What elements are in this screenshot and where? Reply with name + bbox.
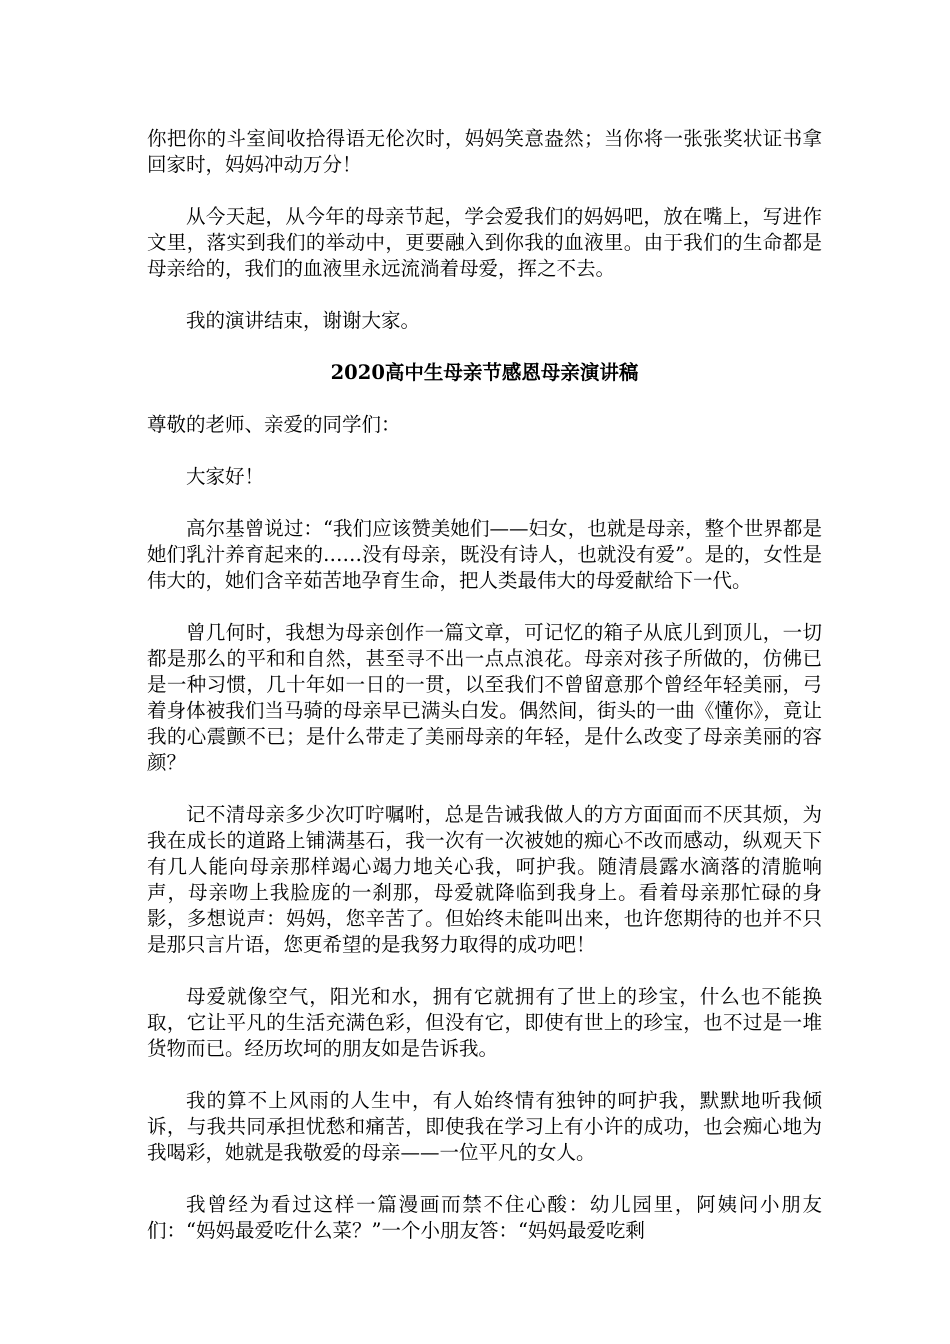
body-paragraph-2: 曾几何时，我想为母亲创作一篇文章，可记忆的箱子从底儿到顶儿，一切都是那么的平和和自然，甚至寻不出一点点浪花。母亲对孩子所做的，仿佛已是一种习惯，几十年如一日的一贯，以至我们不曾留意那个曾经年轻美丽，弓着身体被我们当马骑的母亲早已满头白发。偶然间，街头的一曲《懂你》，竟让我的心震颤不已；是什么带走了美丽母亲的年轻，是什么改变了母亲美丽的容颜？ [147, 621, 822, 774]
salutation: 尊敬的老师、亲爱的同学们： [147, 413, 401, 436]
paragraph-gap [147, 1166, 822, 1192]
closing-line: 我的演讲结束，谢谢大家。 [186, 309, 421, 332]
paragraph-gap [147, 958, 822, 984]
body-paragraph-3: 记不清母亲多少次叮咛嘱咐，总是告诫我做人的方方面面而不厌其烦，为我在成长的道路上铺满基石，我一次有一次被她的痴心不改而感动，纵观天下有几人能向母亲那样竭心竭力地关心我，呵护我。随清晨露水滴落的清脆响声，母亲吻上我脸庞的一刹那，母爱就降临到我身上。看着母亲那忙碌的身影，多想说声：妈妈，您辛苦了。但始终未能叫出来，也许您期待的也并不只是那只言片语，您更希望的是我努力取得的成功吧！ [147, 803, 822, 956]
paragraph-gap [147, 438, 822, 464]
body-paragraph-1: 高尔基曾说过：“我们应该赞美她们——妇女，也就是母亲，整个世界都是她们乳汁养育起来的……没有母亲，既没有诗人，也就没有爱”。是的，女性是伟大的，她们含辛茹苦地孕育生命，把人类最伟大的母爱献给下一代。 [147, 517, 822, 592]
intro-paragraph-1: 你把你的斗室间收拾得语无伦次时，妈妈笑意盎然；当你将一张张奖状证书拿回家时，妈妈冲动万分！ [147, 127, 822, 176]
greeting: 大家好！ [186, 465, 265, 488]
intro-paragraph-2: 从今天起，从今年的母亲节起，学会爱我们的妈妈吧，放在嘴上，写进作文里，落实到我们的举动中，更要融入到你我的血液里。由于我们的生命都是母亲给的，我们的血液里永远流淌着母爱，挥之不去。 [147, 205, 822, 280]
paragraph-gap [147, 178, 822, 204]
paragraph-gap [147, 1062, 822, 1088]
body-paragraph-6: 我曾经为看过这样一篇漫画而禁不住心酸：幼儿园里，阿姨问小朋友们：“妈妈最爱吃什么菜？”一个小朋友答：“妈妈最爱吃剩 [147, 1193, 822, 1242]
speech-title: 2020高中生母亲节感恩母亲演讲稿 [330, 361, 639, 384]
paragraph-gap [147, 490, 822, 516]
paragraph-gap [147, 282, 822, 308]
body-paragraph-5: 我的算不上风雨的人生中，有人始终情有独钟的呵护我，默默地听我倾诉，与我共同承担忧愁和痛苦，即使我在学习上有小许的成功，也会痴心地为我喝彩，她就是我敬爱的母亲——一位平凡的女人。 [147, 1089, 822, 1164]
paragraph-gap [147, 594, 822, 620]
document-body [147, 126, 822, 1244]
paragraph-gap [147, 386, 822, 412]
paragraph-gap [147, 334, 822, 360]
paragraph-gap [147, 776, 822, 802]
body-paragraph-4: 母爱就像空气，阳光和水，拥有它就拥有了世上的珍宝，什么也不能换取，它让平凡的生活充满色彩，但没有它，即使有世上的珍宝，也不过是一堆货物而已。经历坎坷的朋友如是告诉我。 [147, 985, 822, 1060]
